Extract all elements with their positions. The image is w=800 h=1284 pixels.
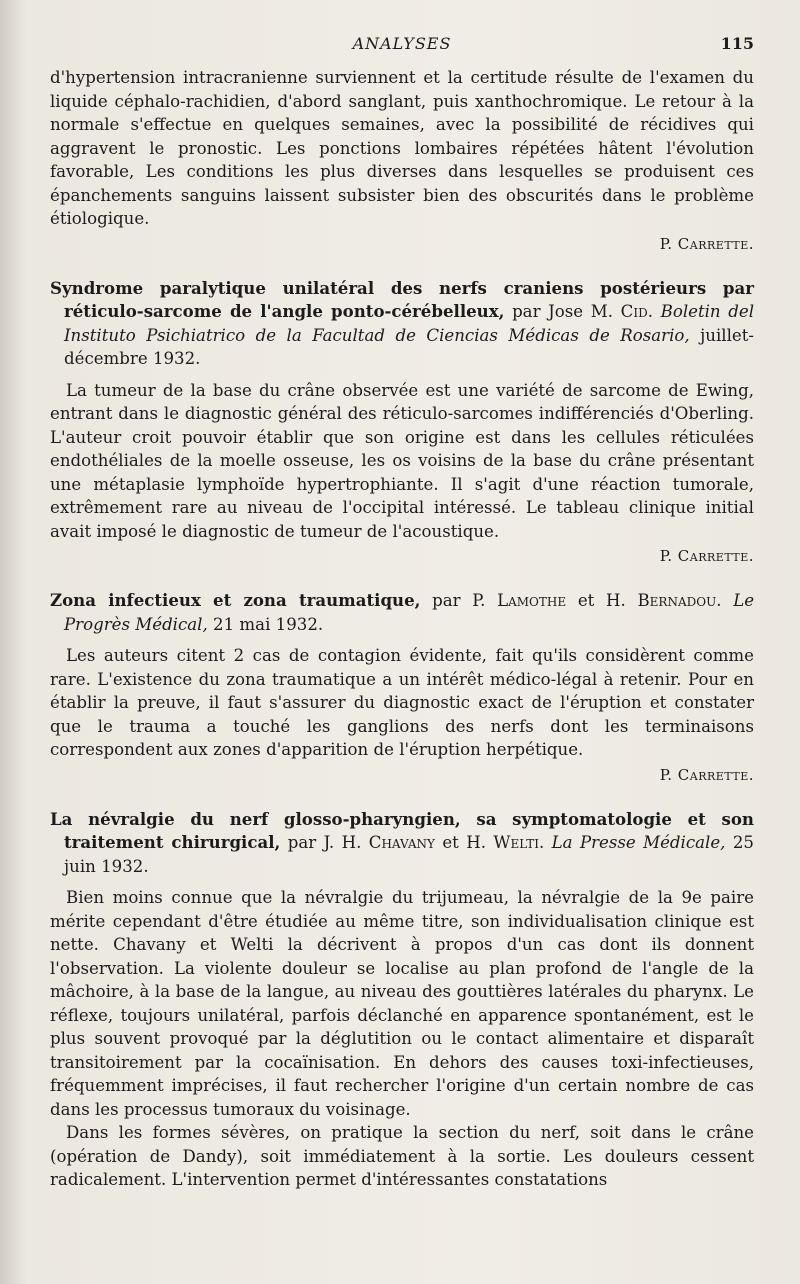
article-3-author2: Welti. [493, 833, 545, 852]
article-1-date: juillet-décembre 1932. [64, 325, 754, 368]
intro-signature: P. Carrette. [659, 234, 754, 253]
article-1-source: Boletin del Instituto Psichiatrico de la Facultad de Ciencias Médicas de Rosario, [64, 302, 754, 345]
article-1-by: par Jose M. [512, 302, 614, 321]
article-3-and: et H. [442, 833, 486, 852]
article-1-paragraph: La tumeur de la base du crâne observée est une variété de sarcome de Ewing, entrant dans le diagnostic général des réticulo-sarcomes indifférenciés d'Oberling. L'auteur croit pouvoir établir que son origine est dans les cellules réticulées endothéliales de la moelle osseuse, les os voisins de la base du crâne présentant une métaplasie lymphoïde hypertrophiante. Il s'agit d'une réaction tumorale, extrêmement rare au niveau de l'occipital intéressé. Le tableau clinique initial avait imposé le diagnostic de tumeur de l'acoustique. [50, 380, 754, 541]
article-2-signature: P. Carrette. [659, 765, 754, 784]
article-2-author: Lamothe [497, 591, 567, 610]
article-3-paragraph-2: Dans les formes sévères, on pratique la section du nerf, soit dans le crâne (opération de Dandy), soit immédiatement à la sortie. Les douleurs cessent radicalement. L'intervention permet d'intéressantes constatations [50, 1123, 754, 1189]
page-header [50, 34, 754, 56]
article-3 [50, 808, 754, 1192]
article-2-title: Zona infectieux et zona traumatique, [50, 590, 421, 610]
article-1-author: Cid. [620, 302, 653, 321]
article-2-date: 21 mai 1932. [213, 614, 324, 634]
intro-continuation [50, 66, 754, 255]
article-3-author: Chavany [368, 833, 435, 852]
article-3-title: La névralgie du nerf glosso-pharyngien, sa symptomatologie et son traitement chirurgical, [50, 808, 754, 852]
article-3-paragraph-1: Bien moins connue que la névralgie du trijumeau, la névralgie de la 9e paire mérite cependant d'être étudiée au même titre, son individualisation clinique est nette. Chavany et Welti la décrivent à propos d'un cas dont ils donnent l'observation. La violente douleur se localise au plan profond de l'angle de la mâchoire, à la base de la langue, au niveau des gouttières latérales du pharynx. Le réflexe, toujours unilatéral, parfois déclanché en apparence spontanément, est le plus souvent provoqué par la déglutition ou le contact alimentaire et disparaît transitoirement par la cocaïnisation. En dehors des causes toxi-infectieuses, fréquemment imprécises, il faut rechercher l'origine d'un certain nombre de cas dans les processus tumoraux du voisinage. [50, 888, 754, 1119]
page-number: 115 [720, 34, 754, 53]
article-1-heading [50, 277, 754, 371]
article-2-paragraph: Les auteurs citent 2 cas de contagion évidente, fait qu'ils considèrent comme rare. L'existence du zona traumatique a un intérêt médico-légal à retenir. Pour en établir la preuve, il faut s'assurer du diagnostic exact de l'éruption et constater que le trauma a touché les ganglions des nerfs dont les terminaisons correspondent aux zones d'apparition de l'éruption herpétique. [50, 646, 754, 759]
article-1-title: Syndrome paralytique unilatéral des nerfs craniens postérieurs par réticulo-sarcome de l'angle ponto-cérébelleux, [50, 277, 754, 321]
running-title: ANALYSES [352, 34, 452, 53]
article-2-and: et H. [577, 591, 626, 610]
intro-paragraph: d'hypertension intracranienne surviennent et la certitude résulte de l'examen du liquide céphalo-rachidien, d'abord sanglant, puis xanthochromique. Le retour à la normale s'effectue en quelques semaines, avec la possibilité de récidives qui aggravent le pronostic. Les ponctions lombaires répétées hâtent l'évolution favorable, Les conditions les plus diverses dans lesquelles se produisent ces épanchements sanguins laissent subsister bien des obscurités dans le problème étiologique. [50, 68, 754, 228]
article-3-heading [50, 808, 754, 879]
article-2-source: Le Progrès Médical, [64, 591, 755, 634]
article-2-by: par P. [432, 591, 486, 610]
article-2-heading [50, 589, 754, 636]
article-3-source: La Presse Médicale, [551, 833, 726, 852]
article-3-body [50, 886, 754, 1192]
article-3-date: 25 juin 1932. [64, 833, 754, 876]
article-2 [50, 589, 754, 786]
article-2-body [50, 644, 754, 762]
article-1 [50, 277, 754, 568]
article-3-by: par J. H. [287, 833, 362, 852]
article-2-author2: Bernadou. [637, 591, 722, 610]
article-1-body [50, 379, 754, 544]
article-1-signature: P. Carrette. [659, 547, 754, 565]
